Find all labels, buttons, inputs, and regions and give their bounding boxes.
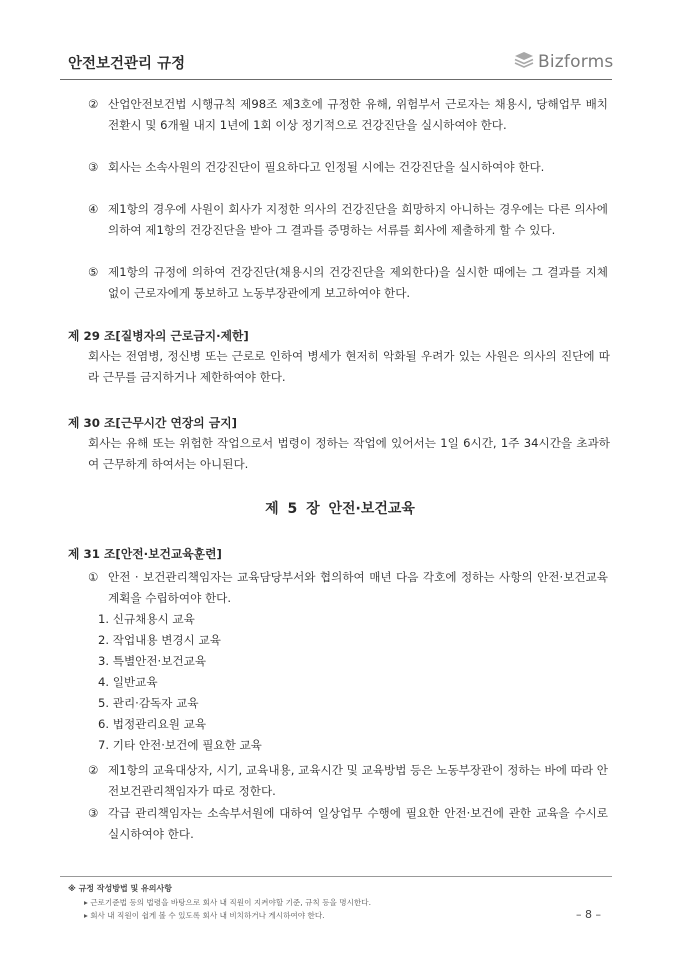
item-text: 각급 관리책임자는 소속부서원에 대하여 일상업무 수행에 필요한 안전·보건에 관한 교육을 수시로 실시하여야 한다. (108, 806, 608, 841)
footer-divider (60, 876, 612, 877)
header-divider (60, 79, 612, 80)
article-28-item-2 (88, 94, 608, 136)
layered-stack-icon (514, 51, 534, 73)
item-number: ② (88, 763, 99, 777)
article-31-title: 제 31 조[안전·보건교육훈련] (68, 547, 222, 561)
item-number: ② (88, 97, 99, 111)
item-text: 회사는 소속사원의 건강진단이 필요하다고 인정될 시에는 건강진단을 실시하여야 한다. (108, 160, 545, 174)
list-item: 5. 관리·감독자 교육 (98, 696, 199, 710)
article-30-title: 제 30 조[근무시간 연장의 금지] (68, 416, 237, 430)
item-number: ① (88, 570, 99, 584)
list-item: 6. 법정관리요원 교육 (98, 717, 207, 731)
article-28-item-4 (88, 199, 608, 241)
article-31-item-1 (88, 567, 608, 609)
footer-note: ▸ 회사 내 직원이 쉽게 볼 수 있도록 회사 내 비치하거나 게시하여야 한다. (84, 911, 325, 920)
item-text: 제1항의 교육대상자, 시기, 교육내용, 교육시간 및 교육방법 등은 노동부장관이 정하는 바에 따라 안전보건관리책임자가 따로 정한다. (108, 763, 608, 798)
article-31-item-3 (88, 803, 608, 845)
article-28-item-5 (88, 262, 608, 304)
chapter-heading: 제 5 장 안전·보건교육 (265, 501, 415, 517)
article-30-body: 회사는 유해 또는 위험한 작업으로서 법령이 정하는 작업에 있어서는 1일 6시간, 1주 34시간을 초과하여 근무하게 하여서는 아니된다. (88, 436, 610, 471)
list-item: 1. 신규채용시 교육 (98, 612, 195, 626)
item-text: 산업안전보건법 시행규칙 제98조 제3호에 규정한 유해, 위험부서 근로자는 채용시, 당해업무 배치전환시 및 6개월 내지 1년에 1회 이상 정기적으로 건강진단을 실시하여야 한다. (108, 97, 608, 132)
item-number: ③ (88, 806, 99, 820)
list-item: 2. 작업내용 변경시 교육 (98, 633, 221, 647)
article-31-item-2 (88, 760, 608, 802)
brand-name: Bizforms (538, 52, 614, 72)
article-29-body: 회사는 전염병, 정신병 또는 근로로 인하여 병세가 현저히 악화될 우려가 있는 사원은 의사의 진단에 따라 근무를 금지하거나 제한하여야 한다. (88, 349, 610, 384)
article-29-title: 제 29 조[질병자의 근로금지·제한] (68, 329, 249, 343)
list-item: 4. 일반교육 (98, 675, 158, 689)
article-28-item-3 (88, 157, 608, 178)
item-text: 제1항의 규정에 의하여 건강진단(채용시의 건강진단을 제외한다)을 실시한 때에는 그 결과를 지체없이 근로자에게 통보하고 노동부장관에게 보고하여야 한다. (108, 265, 608, 300)
list-item: 3. 특별안전·보건교육 (98, 654, 207, 668)
item-text: 안전 · 보건관리책임자는 교육담당부서와 협의하여 매년 다음 각호에 정하는 사항의 안전·보건교육 계획을 수립하여야 한다. (108, 570, 608, 605)
item-text: 제1항의 경우에 사원이 회사가 지정한 의사의 건강진단을 희망하지 아니하는 경우에는 다른 의사에 의하여 제1항의 건강진단을 받아 그 결과를 증명하는 서류를 회사에 제출하게 할 수 있다. (108, 202, 608, 237)
item-number: ⑤ (88, 265, 99, 279)
item-number: ③ (88, 160, 99, 174)
education-type-list (98, 609, 262, 756)
brand-logo (514, 51, 613, 73)
page-number: – 8 – (576, 908, 601, 921)
footer-note: ▸ 근로기준법 등의 법령을 바탕으로 회사 내 직원이 지켜야할 기준, 규칙 등을 명시한다. (84, 898, 372, 907)
item-number: ④ (88, 202, 99, 216)
list-item: 7. 기타 안전·보건에 필요한 교육 (98, 738, 262, 752)
document-header-title: 안전보건관리 규정 (68, 56, 186, 72)
footer-note-title: ※ 규정 작성방법 및 유의사항 (68, 884, 172, 893)
